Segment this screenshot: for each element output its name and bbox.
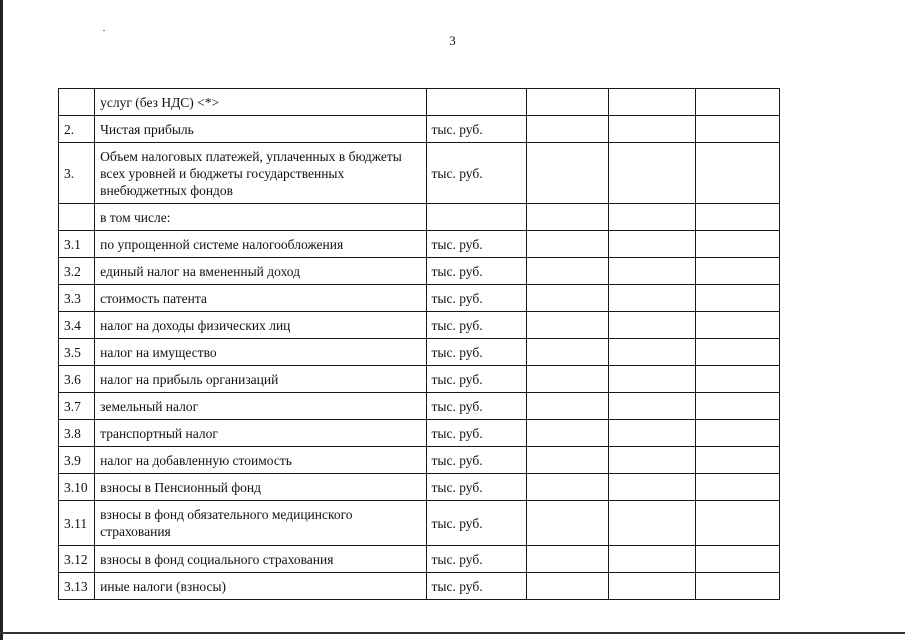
indicator-name-cell: транспортный налог <box>95 420 426 447</box>
row-number-cell: 3.5 <box>59 339 95 366</box>
value-cell <box>609 231 695 258</box>
unit-cell: тыс. руб. <box>426 116 526 143</box>
value-cell <box>695 546 779 573</box>
unit-cell: тыс. руб. <box>426 231 526 258</box>
indicator-name-cell: Чистая прибыль <box>95 116 426 143</box>
value-cell <box>695 501 779 546</box>
indicator-name-cell: налог на добавленную стоимость <box>95 447 426 474</box>
value-cell <box>609 285 695 312</box>
unit-cell <box>426 89 526 116</box>
unit-cell: тыс. руб. <box>426 447 526 474</box>
row-number-cell <box>59 204 95 231</box>
unit-cell: тыс. руб. <box>426 285 526 312</box>
indicator-name-cell: единый налог на вмененный доход <box>95 258 426 285</box>
value-cell <box>695 116 779 143</box>
value-cell <box>526 501 608 546</box>
table-row <box>59 312 780 339</box>
table-row <box>59 447 780 474</box>
row-number-cell: 3.3 <box>59 285 95 312</box>
value-cell <box>695 312 779 339</box>
unit-cell: тыс. руб. <box>426 420 526 447</box>
table-row <box>59 474 780 501</box>
scan-bottom-edge <box>0 632 905 634</box>
table-row <box>59 285 780 312</box>
value-cell <box>695 143 779 204</box>
unit-cell: тыс. руб. <box>426 546 526 573</box>
value-cell <box>609 258 695 285</box>
row-number-cell: 3.6 <box>59 366 95 393</box>
value-cell <box>526 89 608 116</box>
indicator-name-cell: иные налоги (взносы) <box>95 573 426 600</box>
row-number-cell: 3.1 <box>59 231 95 258</box>
unit-cell: тыс. руб. <box>426 312 526 339</box>
row-number-cell <box>59 89 95 116</box>
row-number-cell: 3.13 <box>59 573 95 600</box>
value-cell <box>609 501 695 546</box>
value-cell <box>695 231 779 258</box>
value-cell <box>695 204 779 231</box>
indicator-name-cell: по упрощенной системе налогообложения <box>95 231 426 258</box>
table-row <box>59 258 780 285</box>
value-cell <box>609 447 695 474</box>
table-row <box>59 393 780 420</box>
table-row <box>59 501 780 546</box>
value-cell <box>526 312 608 339</box>
value-cell <box>526 339 608 366</box>
unit-cell: тыс. руб. <box>426 501 526 546</box>
unit-cell: тыс. руб. <box>426 258 526 285</box>
value-cell <box>526 258 608 285</box>
value-cell <box>609 573 695 600</box>
value-cell <box>695 366 779 393</box>
table-row <box>59 204 780 231</box>
value-cell <box>526 204 608 231</box>
value-cell <box>609 339 695 366</box>
table-row <box>59 420 780 447</box>
value-cell <box>609 143 695 204</box>
indicator-name-cell: взносы в Пенсионный фонд <box>95 474 426 501</box>
row-number-cell: 3.2 <box>59 258 95 285</box>
value-cell <box>526 546 608 573</box>
row-number-cell: 3.11 <box>59 501 95 546</box>
scan-left-edge <box>0 0 3 640</box>
unit-cell <box>426 204 526 231</box>
table-row <box>59 339 780 366</box>
value-cell <box>609 393 695 420</box>
value-cell <box>695 285 779 312</box>
value-cell <box>526 285 608 312</box>
unit-cell: тыс. руб. <box>426 339 526 366</box>
unit-cell: тыс. руб. <box>426 143 526 204</box>
unit-cell: тыс. руб. <box>426 366 526 393</box>
value-cell <box>695 339 779 366</box>
indicator-name-cell: налог на имущество <box>95 339 426 366</box>
indicator-name-cell: стоимость патента <box>95 285 426 312</box>
value-cell <box>695 393 779 420</box>
row-number-cell: 3.4 <box>59 312 95 339</box>
value-cell <box>609 546 695 573</box>
row-number-cell: 3.10 <box>59 474 95 501</box>
unit-cell: тыс. руб. <box>426 474 526 501</box>
value-cell <box>526 143 608 204</box>
indicator-name-cell: взносы в фонд социального страхования <box>95 546 426 573</box>
table-row <box>59 116 780 143</box>
table-row <box>59 546 780 573</box>
value-cell <box>609 116 695 143</box>
value-cell <box>526 573 608 600</box>
value-cell <box>526 366 608 393</box>
value-cell <box>526 447 608 474</box>
value-cell <box>526 116 608 143</box>
value-cell <box>695 258 779 285</box>
table-row <box>59 366 780 393</box>
value-cell <box>609 366 695 393</box>
value-cell <box>526 474 608 501</box>
row-number-cell: 2. <box>59 116 95 143</box>
row-number-cell: 3. <box>59 143 95 204</box>
table-row <box>59 231 780 258</box>
value-cell <box>526 393 608 420</box>
value-cell <box>526 420 608 447</box>
value-cell <box>695 89 779 116</box>
value-cell <box>609 474 695 501</box>
value-cell <box>609 204 695 231</box>
table-row <box>59 89 780 116</box>
value-cell <box>695 447 779 474</box>
row-number-cell: 3.12 <box>59 546 95 573</box>
value-cell <box>609 89 695 116</box>
row-number-cell: 3.8 <box>59 420 95 447</box>
indicator-name-cell: земельный налог <box>95 393 426 420</box>
value-cell <box>695 420 779 447</box>
indicator-name-cell: взносы в фонд обязательного медицинского страхования <box>95 501 426 546</box>
value-cell <box>695 474 779 501</box>
value-cell <box>695 573 779 600</box>
indicator-name-cell: услуг (без НДС) <*> <box>95 89 426 116</box>
value-cell <box>609 312 695 339</box>
scan-speck <box>103 30 105 31</box>
indicator-name-cell: в том числе: <box>95 204 426 231</box>
indicator-name-cell: Объем налоговых платежей, уплаченных в бюджеты всех уровней и бюджеты государственных внебюджетных фондов <box>95 143 426 204</box>
value-cell <box>609 420 695 447</box>
page-number: 3 <box>449 33 456 48</box>
row-number-cell: 3.7 <box>59 393 95 420</box>
indicator-name-cell: налог на доходы физических лиц <box>95 312 426 339</box>
row-number-cell: 3.9 <box>59 447 95 474</box>
unit-cell: тыс. руб. <box>426 393 526 420</box>
table-row <box>59 573 780 600</box>
unit-cell: тыс. руб. <box>426 573 526 600</box>
value-cell <box>526 231 608 258</box>
tax-payments-table <box>58 88 780 600</box>
table-row <box>59 143 780 204</box>
indicator-name-cell: налог на прибыль организаций <box>95 366 426 393</box>
